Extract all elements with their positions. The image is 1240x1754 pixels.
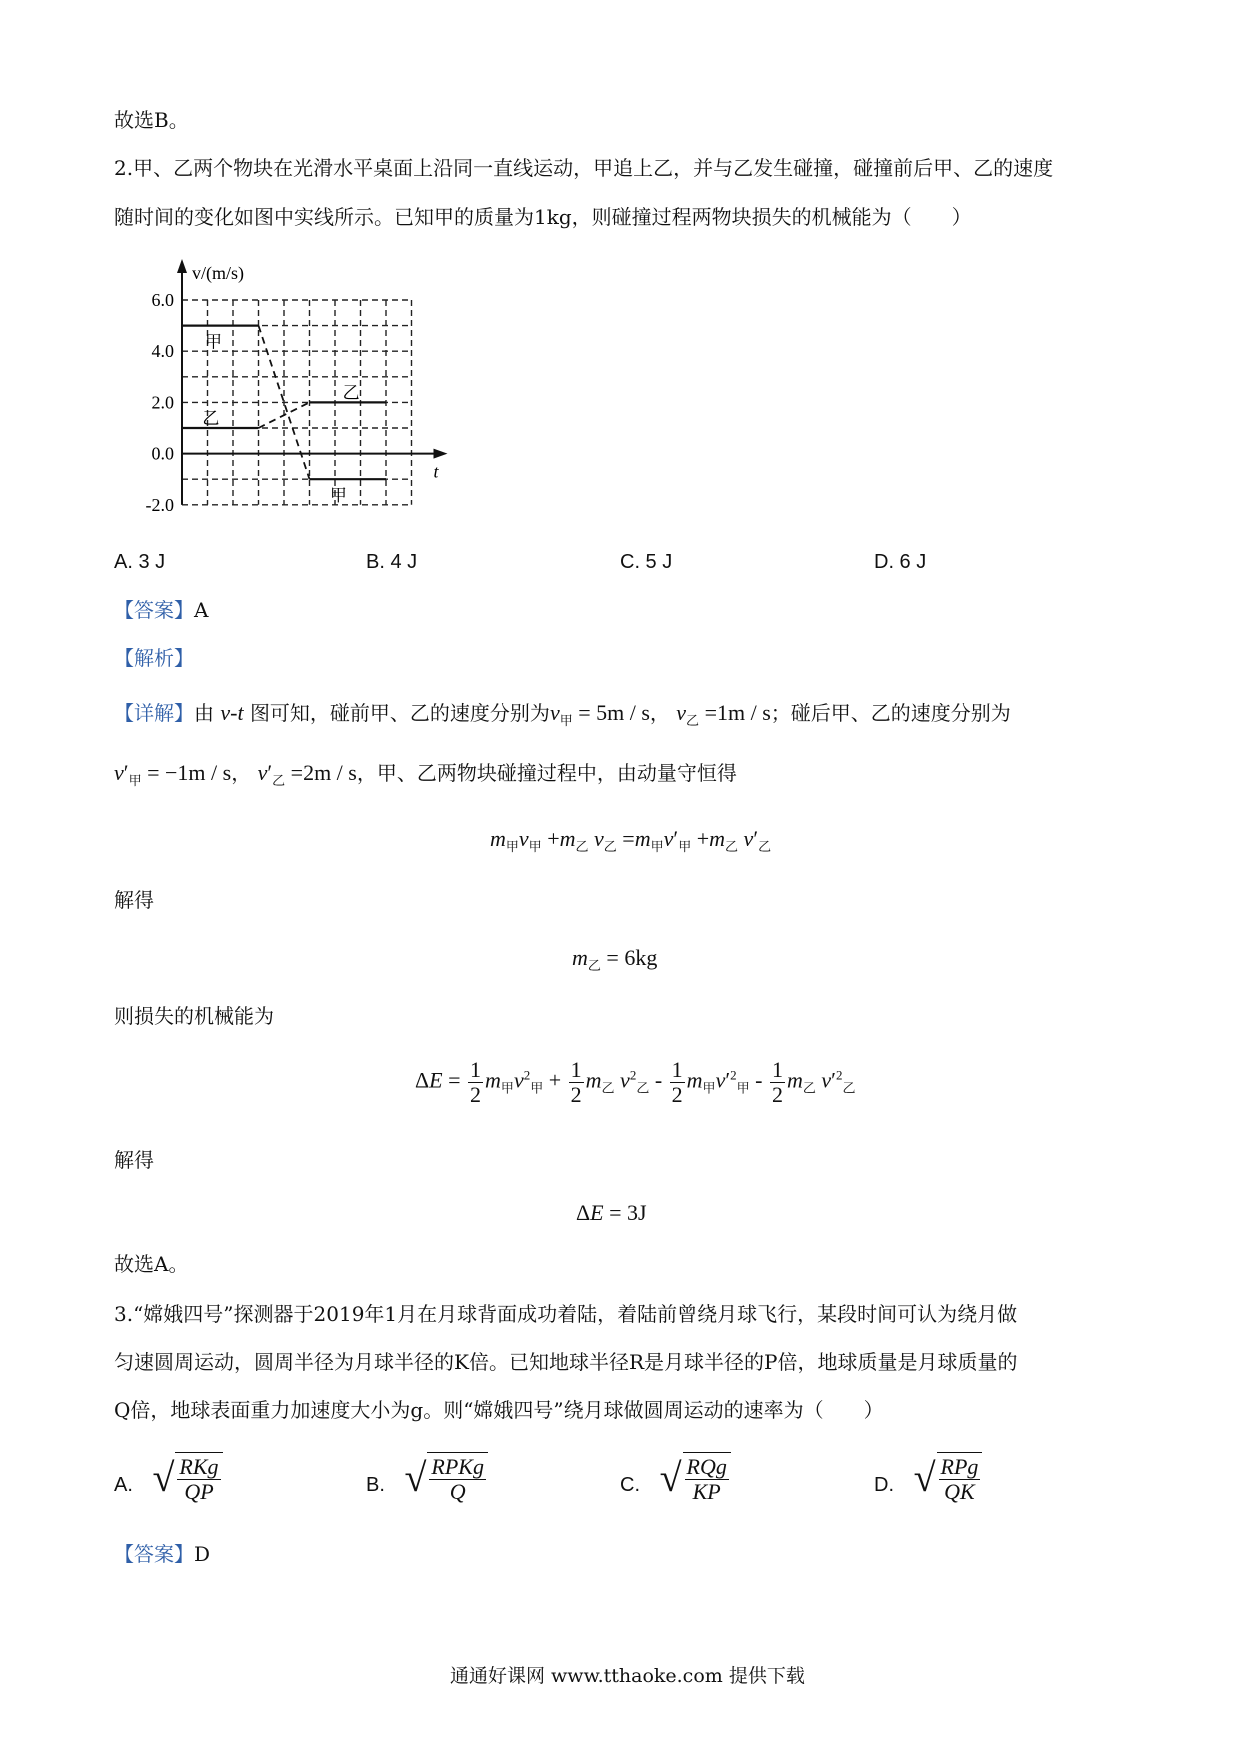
answer-tag: 【答案】	[114, 598, 194, 622]
option-denominator: Q	[449, 1479, 466, 1505]
series-name-label: 甲	[204, 332, 222, 353]
v-yi: $v_乙 =1m / s$	[676, 700, 771, 729]
momentum-equation: $m_甲v_甲 +m_乙$ $v_乙 =m_甲v'_甲 +m_乙$ $v'_乙$	[490, 826, 772, 855]
answer-value: A	[194, 598, 209, 622]
detail-line1: 【详解】由 v-t 图可知，碰前甲、乙的速度分别为$v_甲 = 5m / s$， $v_乙 =1m / s$；碰后甲、乙的速度分别为	[114, 700, 1011, 729]
x-axis-arrow	[434, 449, 448, 459]
y-axis-label: v/(m/s)	[192, 263, 244, 283]
y-tick-label: 6.0	[151, 290, 174, 310]
energy-result-equation: ΔE = 3J	[576, 1200, 647, 1225]
q2-option-d: D. 6 J	[874, 551, 927, 573]
option-denominator: KP	[692, 1479, 721, 1505]
y-tick-label: 2.0	[151, 392, 174, 413]
option-numerator: RQg	[686, 1454, 727, 1479]
vt-chart	[130, 255, 460, 520]
mass-equation: $m_乙 = 6kg$	[572, 945, 658, 974]
mass-result: 6kg	[624, 945, 658, 970]
y-tick-label: 0.0	[151, 443, 174, 464]
analysis-tag: 【解析】	[114, 646, 194, 670]
vt-symbol: v	[220, 700, 231, 725]
y-tick-label: -2.0	[145, 494, 174, 515]
option-denominator: QK	[944, 1479, 975, 1505]
q2-option-c: C. 5 J	[620, 551, 673, 573]
q3-stem-line2: 匀速圆周运动，圆周半径为月球半径的K倍。已知地球半径R是月球半径的P倍，地球质量是月球质量的	[114, 1350, 1018, 1374]
energy-lead: 则损失的机械能为	[114, 1004, 274, 1028]
q2-stem-line2: 随时间的变化如图中实线所示。已知甲的质量为1kg，则碰撞过程两物块损失的机械能为（ ）	[114, 205, 972, 229]
solve-label-1: 解得	[114, 888, 154, 912]
q2-option-b: B. 4 J	[366, 551, 418, 573]
energy-result: 3J	[627, 1200, 647, 1225]
y-tick-label: 4.0	[151, 341, 174, 362]
q3-answer	[114, 1542, 210, 1566]
option-label: C.	[620, 1474, 640, 1497]
v-jia: $v_甲 = 5m / s$	[549, 700, 650, 729]
detail-text-c: 碰后甲、乙的速度分别为	[790, 701, 1011, 725]
q3-stem-line3: Q倍，地球表面重力加速度大小为g。则“嫦娥四号”绕月球做圆周运动的速率为（ ）	[114, 1398, 884, 1422]
detail-text-b: 图可知，碰前甲、乙的速度分别为	[249, 701, 550, 725]
q2-answer	[114, 598, 208, 622]
footer: 通通好课网 www.tthaoke.com 提供下载	[450, 1665, 805, 1687]
q3-option-b: B. √ $\frac{\text{RPKg}}{Q}$	[366, 1452, 488, 1504]
q3-option-c: C. √ $\frac{\text{RQg}}{KP}$	[620, 1452, 731, 1504]
option-label: A.	[114, 1474, 133, 1497]
detail-text-d: 甲、乙两物块碰撞过程中，由动量守恒得	[376, 761, 737, 785]
q2-stem-line1: 2.甲、乙两个物块在光滑水平桌面上沿同一直线运动，甲追上乙，并与乙发生碰撞，碰撞前后甲、乙的速度	[114, 156, 1054, 180]
q2-option-a: A. 3 J	[114, 551, 166, 573]
option-numerator: RKg	[179, 1454, 219, 1479]
x-axis-label: t	[433, 461, 439, 482]
option-numerator: RPg	[940, 1454, 979, 1479]
option-label: D.	[874, 1474, 894, 1497]
energy-equation: ΔE = $\frac{1}{2}$ $m_甲v^2_甲$ + $\frac{1}{2}$ $m_乙$ $v^2_乙$ - $\frac{1}{2}$ $m_甲v'^2_甲$ - $\frac{1}{2}$ $m_乙$ $v'^2_乙$	[415, 1057, 856, 1108]
q3-option-a: A. √ $\frac{\text{RKg}}{QP}$	[114, 1452, 223, 1504]
detail-line2: $v'_甲 = -1m / s$， $v'_乙 =2m / s$，甲、乙两物块碰撞过程中，由动量守恒得	[114, 760, 737, 789]
q3-stem-line1: 3.“嫦娥四号”探测器于2019年1月在月球背面成功着陆，着陆前曾绕月球飞行，某段时间可认为绕月做	[114, 1302, 1018, 1326]
v-yi-prime: $v'_乙 =2m / s$	[257, 760, 357, 789]
detail-tag: 【详解】	[114, 701, 194, 725]
v-jia-prime: $v'_甲 = -1m / s$	[114, 760, 232, 789]
answer-value: D	[194, 1542, 211, 1566]
q2-conclusion: 故选A。	[114, 1252, 189, 1276]
q3-option-d: D. √ $\frac{\text{RPg}}{QK}$	[874, 1452, 982, 1504]
option-numerator: RPKg	[431, 1454, 484, 1479]
y-axis-arrow	[177, 259, 187, 273]
option-label: B.	[366, 1474, 385, 1497]
series-name-label: 乙	[342, 383, 360, 404]
option-denominator: QP	[184, 1479, 214, 1505]
detail-text-a: 由	[194, 701, 214, 725]
series-name-label: 乙	[202, 409, 220, 429]
solve-label-2: 解得	[114, 1148, 154, 1172]
answer-tag: 【答案】	[114, 1542, 194, 1566]
prev-answer: 故选B。	[114, 108, 189, 132]
series-name-label: 甲	[329, 486, 347, 507]
